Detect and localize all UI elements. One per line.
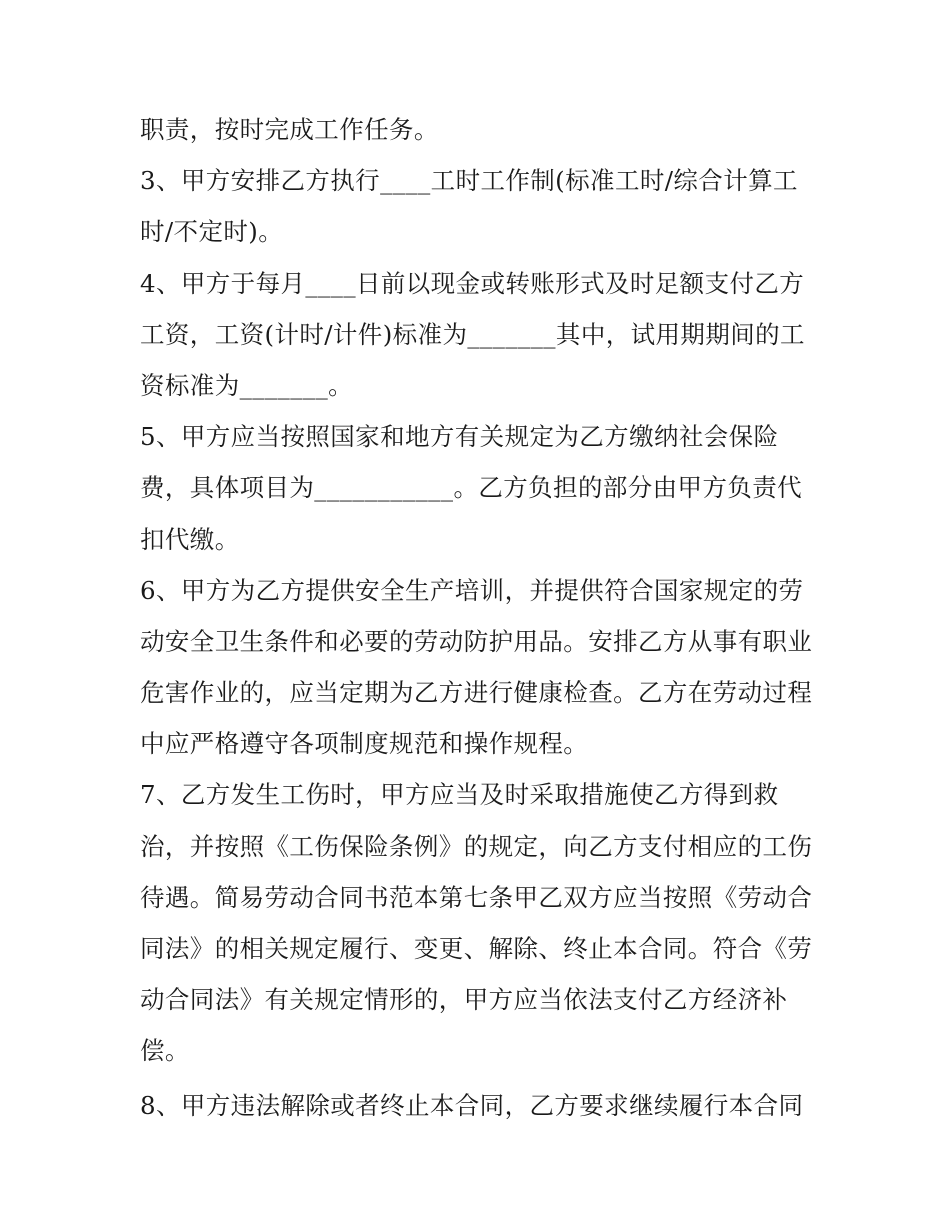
text-line: 中应严格遵守各项制度规范和操作规程。 [140, 729, 589, 759]
text-line: 资标准为_______。 [140, 370, 354, 400]
text-line: 治，并按照《工伤保险条例》的规定，向乙方支付相应的工伤 [140, 831, 813, 861]
text-line: 扣代缴。 [140, 524, 240, 554]
text-line: 待遇。简易劳动合同书范本第七条甲乙双方应当按照《劳动合 [140, 882, 813, 912]
text-line: 偿。 [140, 1036, 190, 1066]
clause-4-line: 4、甲方于每月____日前以现金或转账形式及时足额支付乙方 [140, 268, 805, 298]
text-line: 同法》的相关规定履行、变更、解除、终止本合同。符合《劳 [140, 934, 813, 963]
contract-text [140, 104, 820, 1131]
text-line: 动安全卫生条件和必要的劳动防护用品。安排乙方从事有职业 [140, 626, 813, 656]
clause-5-line: 5、甲方应当按照国家和地方有关规定为乙方缴纳社会保险 [140, 422, 779, 452]
clause-3-line: 3、甲方安排乙方执行____工时工作制(标准工时/综合计算工 [140, 166, 798, 196]
text-line: 费，具体项目为___________。乙方负担的部分由甲方负责代 [140, 473, 803, 503]
clause-8-line: 8、甲方违法解除或者终止本合同，乙方要求继续履行本合同 [140, 1090, 804, 1120]
text-line: 动合同法》有关规定情形的，甲方应当依法支付乙方经济补 [140, 985, 788, 1015]
text-line: 工资，工资(计时/计件)标准为_______其中，试用期期间的工 [140, 319, 805, 349]
clause-7-line: 7、乙方发生工伤时，甲方应当及时采取措施使乙方得到救 [140, 780, 779, 810]
text-line: 危害作业的，应当定期为乙方进行健康检查。乙方在劳动过程 [140, 678, 813, 708]
clause-6-line: 6、甲方为乙方提供安全生产培训，并提供符合国家规定的劳 [140, 575, 804, 605]
text-line: 时/不定时)。 [140, 217, 284, 247]
text-line: 职责，按时完成工作任务。 [140, 115, 439, 144]
